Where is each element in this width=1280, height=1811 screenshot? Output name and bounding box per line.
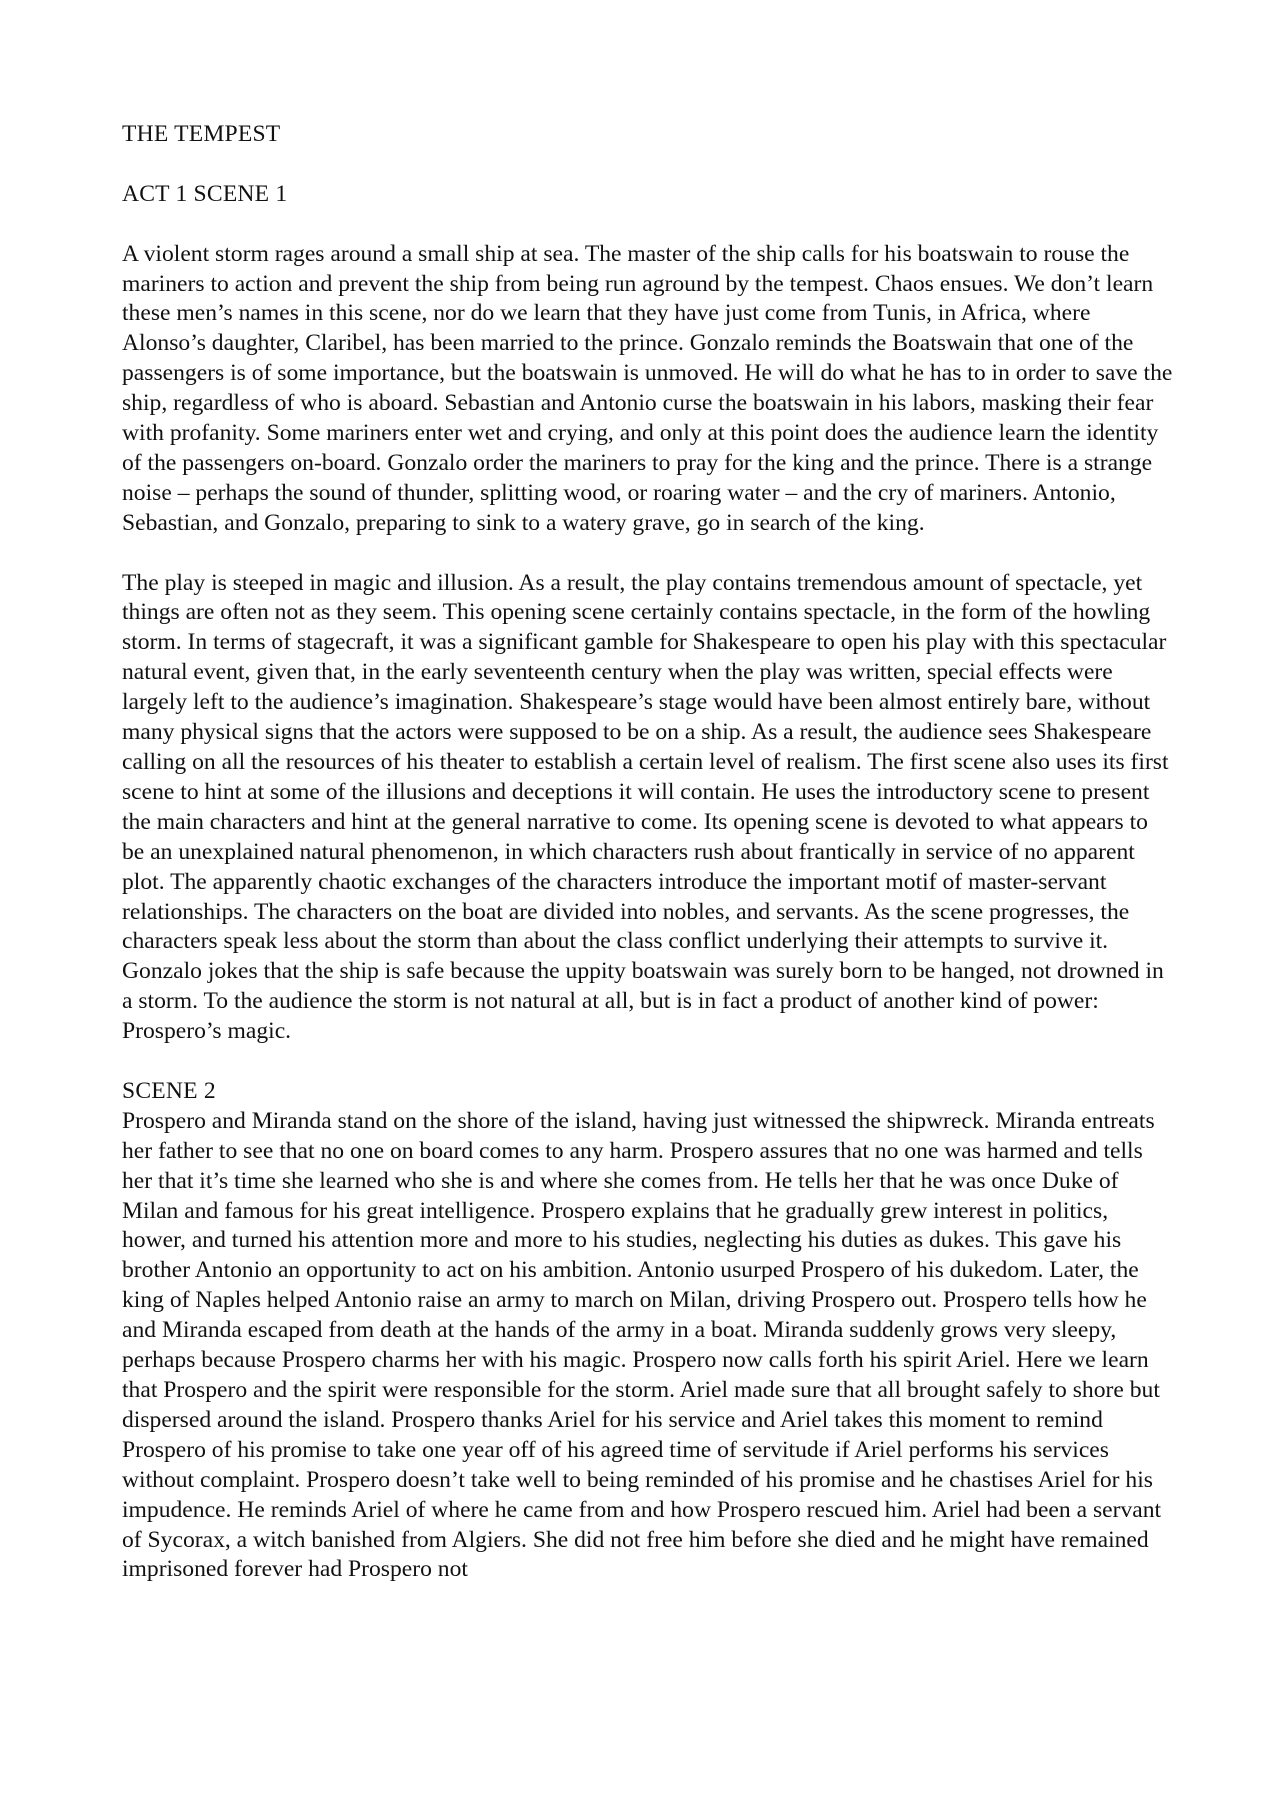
- document-page: [122, 120, 1174, 1585]
- document-title: THE TEMPEST: [122, 121, 281, 147]
- paragraph-scene1-analysis: The play is steeped in magic and illusion. As a result, the play contains tremendous amount of spectacle, yet things are often not as they seem. This opening scene certainly contains spectacle, in the form of the howling storm. In terms of stagecraft, it was a significant gamble for Shakespeare to open his play with this spectacular natural event, given that, in the early seventeenth century when the play was written, special effects were largely left to the audience’s imagination. Shakespeare’s stage would have been almost entirely bare, without many physical signs that the actors were supposed to be on a ship. As a result, the audience sees Shakespeare calling on all the resources of his theater to establish a certain level of realism. The first scene also uses its first scene to hint at some of the illusions and deceptions it will contain. He uses the introductory scene to present the main characters and hint at the general narrative to come. Its opening scene is devoted to what appears to be an unexplained natural phenomenon, in which characters rush about frantically in service of no apparent plot. The apparently chaotic exchanges of the characters introduce the important motif of master-servant relationships. The characters on the boat are divided into nobles, and servants. As the scene progresses, the characters speak less about the storm than about the class conflict underlying their attempts to survive it. Gonzalo jokes that the ship is safe because the uppity boatswain was surely born to be hanged, not drowned in a storm. To the audience the storm is not natural at all, but is in fact a product of another kind of power: Prospero’s magic.: [122, 569, 1169, 1045]
- paragraph-scene1-summary: A violent storm rages around a small ship at sea. The master of the ship calls for his boatswain to rouse the mariners to action and prevent the ship from being run aground by the tempest. Chaos ensues. We don’t learn these men’s names in this scene, nor do we learn that they have just come from Tunis, in Africa, where Alonso’s daughter, Claribel, has been married to the prince. Gonzalo reminds the Boatswain that one of the passengers is of some importance, but the boatswain is unmoved. He will do what he has to in order to save the ship, regardless of who is aboard. Sebastian and Antonio curse the boatswain in his labors, masking their fear with profanity. Some mariners enter wet and crying, and only at this point does the audience learn the identity of the passengers on-board. Gonzalo order the mariners to pray for the king and the prince. There is a strange noise – perhaps the sound of thunder, splitting wood, or roaring water – and the cry of mariners. Antonio, Sebastian, and Gonzalo, preparing to sink to a watery grave, go in search of the king.: [122, 240, 1173, 536]
- paragraph-scene2-summary: Prospero and Miranda stand on the shore of the island, having just witnessed the shipwreck. Miranda entreats her father to see that no one on board comes to any harm. Prospero assures that no one was harmed and tells her that it’s time she learned who she is and where she comes from. He tells her that he was once Duke of Milan and famous for his great intelligence. Prospero explains that he gradually grew interest in politics, hower, and turned his attention more and more to his studies, neglecting his duties as dukes. This gave his brother Antonio an opportunity to act on his ambition. Antonio usurped Prospero of his dukedom. Later, the king of Naples helped Antonio raise an army to march on Milan, driving Prospero out. Prospero tells how he and Miranda escaped from death at the hands of the army in a boat. Miranda suddenly grows very sleepy, perhaps because Prospero charms her with his magic. Prospero now calls forth his spirit Ariel. Here we learn that Prospero and the spirit were responsible for the storm. Ariel made sure that all brought safely to shore but dispersed around the island. Prospero thanks Ariel for his service and Ariel takes this moment to remind Prospero of his promise to take one year off of his agreed time of servitude if Ariel performs his services without complaint. Prospero doesn’t take well to being reminded of his promise and he chastises Ariel for his impudence. He reminds Ariel of where he came from and how Prospero rescued him. Ariel had been a servant of Sycorax, a witch banished from Algiers. She did not free him before she died and he might have remained imprisoned forever had Prospero not: [122, 1107, 1162, 1583]
- scene2-heading: SCENE 2: [122, 1077, 216, 1104]
- act-scene-heading: ACT 1 SCENE 1: [122, 180, 288, 207]
